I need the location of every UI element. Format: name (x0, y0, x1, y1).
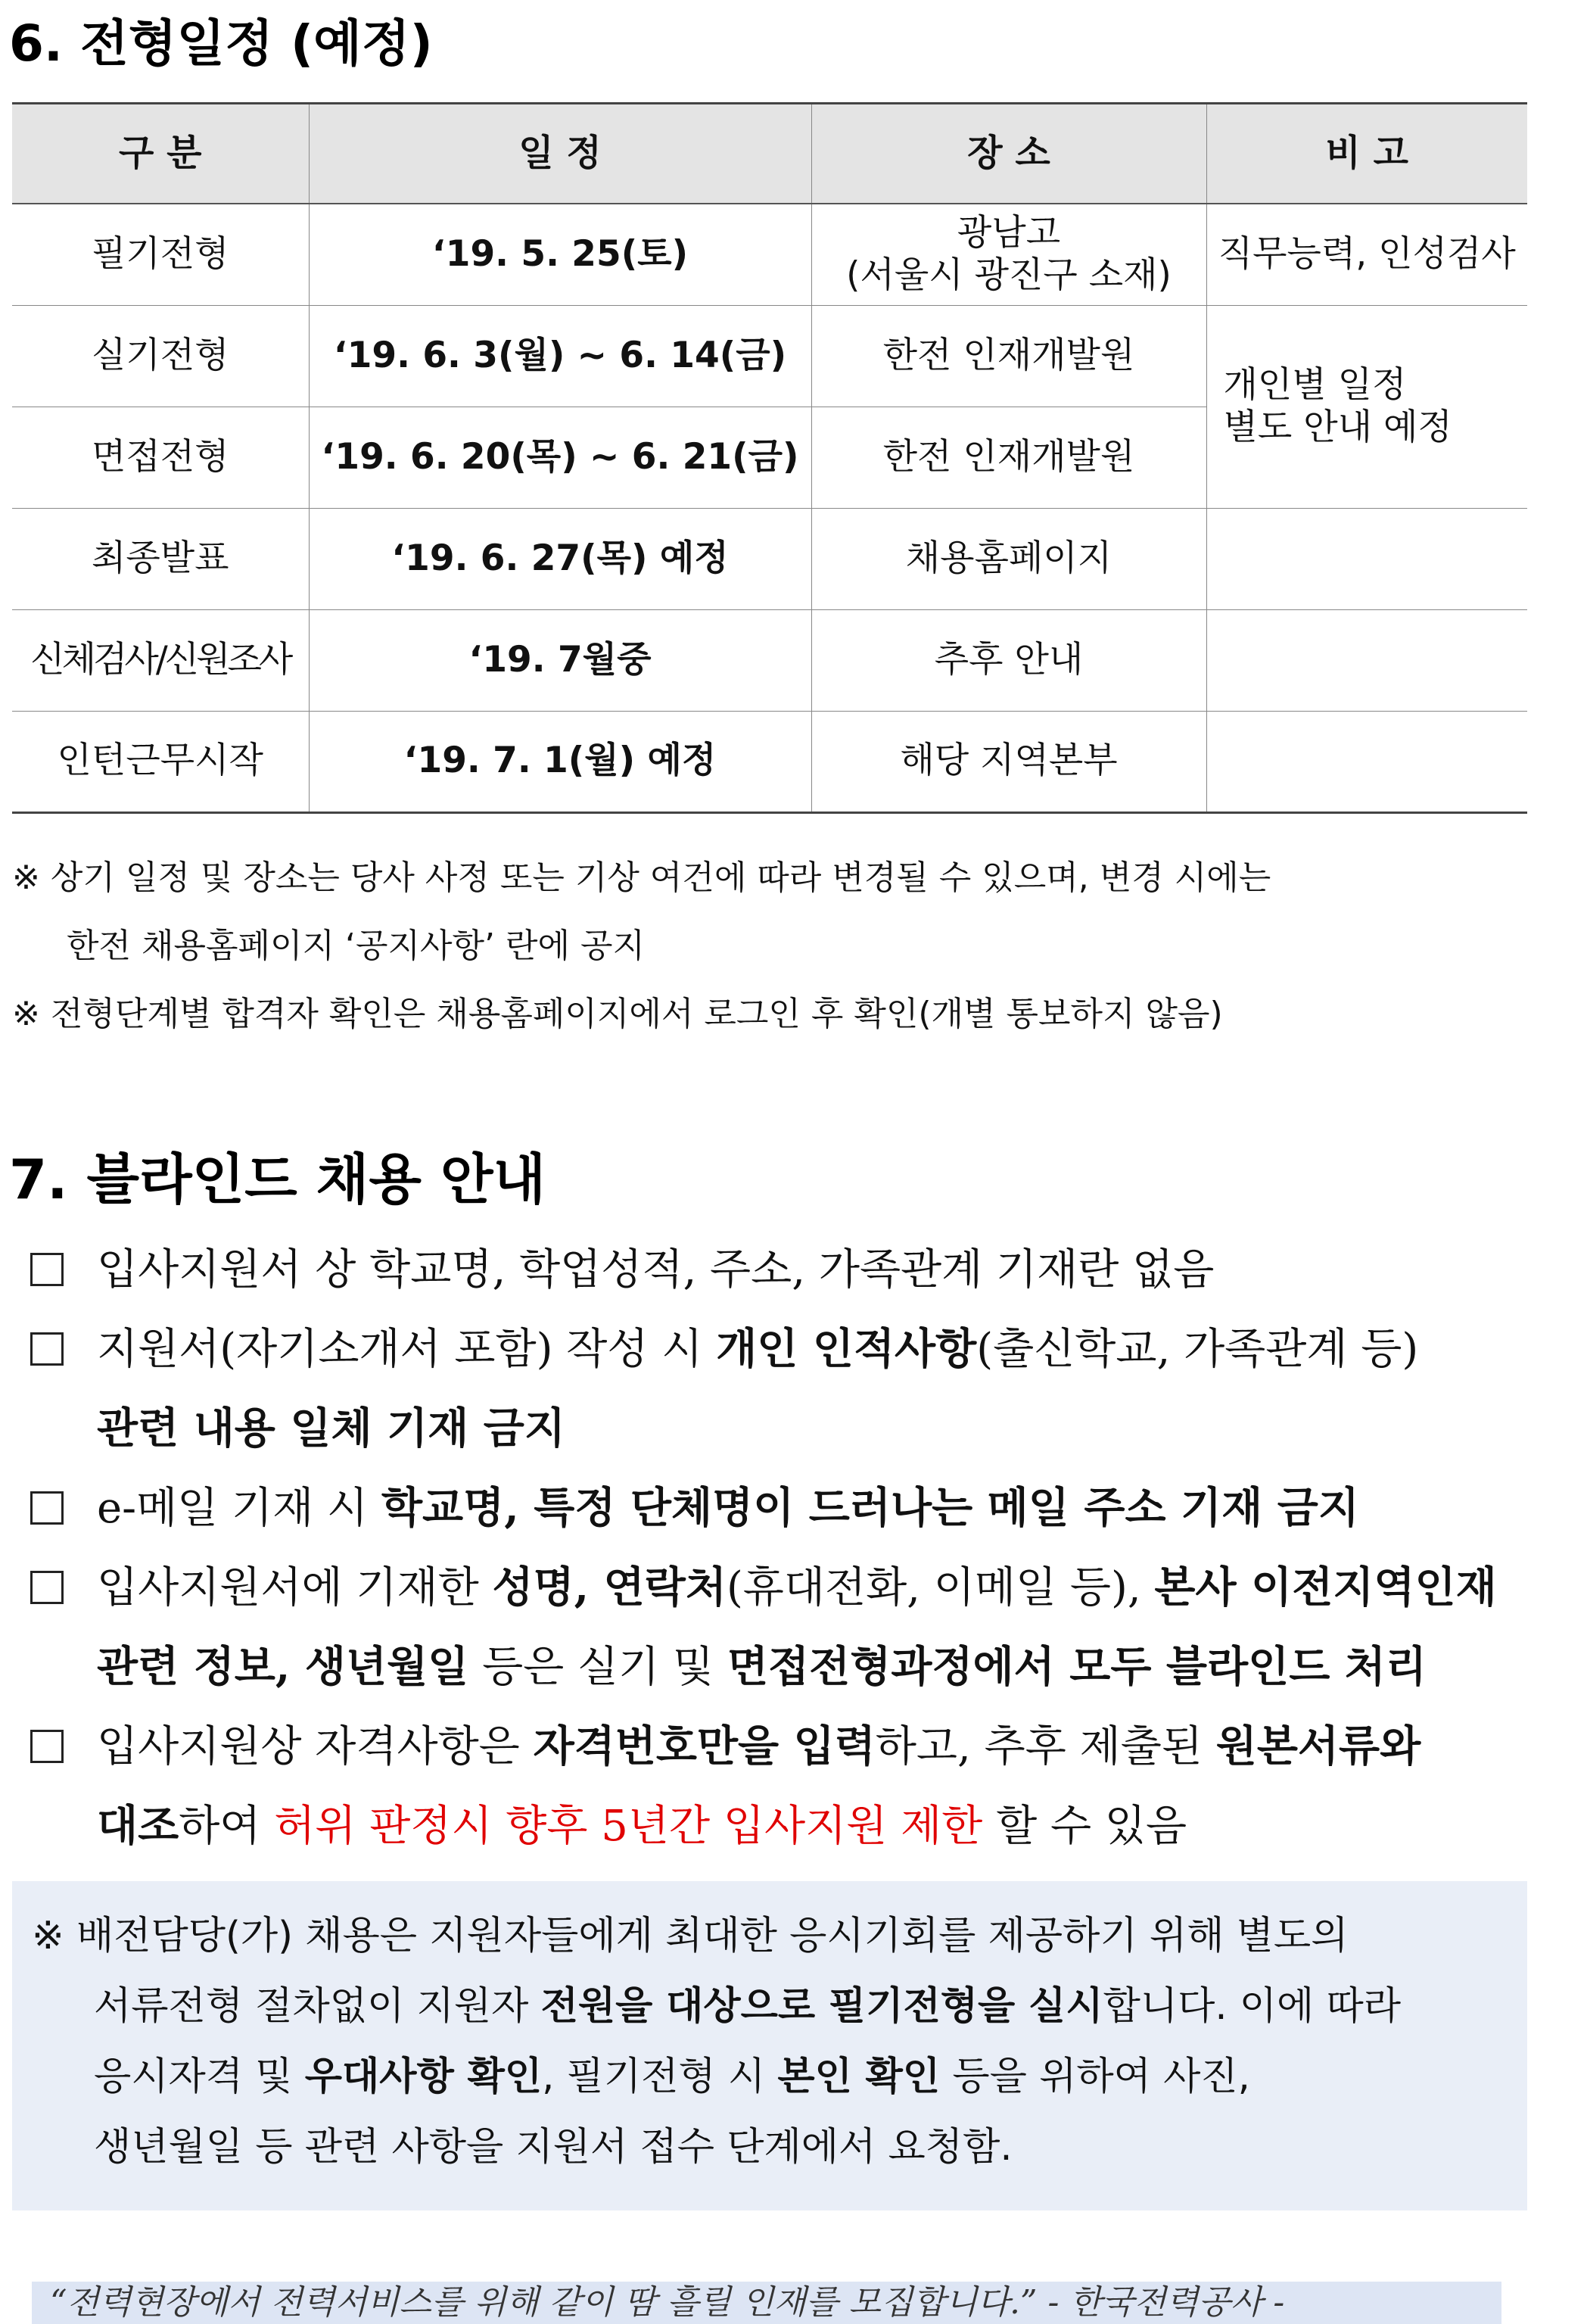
section-6-title: 6. 전형일정 (예정) (9, 14, 433, 73)
item-emphasis: 관련 내용 일체 기재 금지 (97, 1403, 565, 1453)
panel-line (32, 1971, 1508, 2042)
stage-cell: 실기전형 (12, 305, 309, 407)
header-schedule: 일 정 (309, 104, 811, 204)
date-cell: ‘19. 7월중 (309, 609, 811, 711)
list-item (30, 1707, 1529, 1866)
panel-text: 합니다. 이에 따라 (1103, 1984, 1402, 2029)
place-cell: 한전 인재개발원 (811, 305, 1206, 407)
item-text: e-메일 기재 시 (97, 1484, 381, 1533)
footer-slogan: “전력현장에서 전력서비스를 위해 같이 땀 흘릴 인재를 모집합니다.” - 한국전력공사 - (32, 2282, 1501, 2324)
note-line: ※ 상기 일정 및 장소는 당사 사정 또는 기상 여건에 따라 변경될 수 있으며, 변경 시에는 (12, 858, 1271, 897)
checkbox-square-icon (30, 1571, 64, 1604)
place-line: 광남고 (957, 211, 1061, 254)
item-emphasis: 성명, 연락처 (492, 1562, 727, 1612)
checkbox-square-icon (30, 1332, 64, 1366)
item-text: 입사지원상 자격사항은 (97, 1722, 534, 1771)
item-text: 할 수 있음 (982, 1802, 1187, 1851)
item-emphasis: 자격번호만을 입력 (533, 1721, 876, 1771)
place-cell: 한전 인재개발원 (811, 407, 1206, 508)
table-row (12, 508, 1527, 609)
item-text: 하여 (179, 1802, 275, 1851)
panel-text: 응시자격 및 (94, 2055, 305, 2099)
place-cell: 채용홈페이지 (811, 508, 1206, 609)
checkbox-square-icon (30, 1253, 64, 1286)
note-cell (1206, 609, 1527, 711)
item-text: 하고, 추후 제출된 (875, 1722, 1216, 1771)
blind-hiring-list (30, 1230, 1529, 1866)
panel-text: , 필기전형 시 (542, 2055, 778, 2099)
merged-note-line: 별도 안내 예정 (1223, 407, 1452, 448)
header-note: 비 고 (1206, 104, 1527, 204)
schedule-notes (12, 844, 1526, 1048)
stage-cell: 최종발표 (12, 508, 309, 609)
item-text: 지원서(자기소개서 포함) 작성 시 (97, 1325, 717, 1374)
merged-note-line: 개인별 일정 (1223, 363, 1407, 406)
panel-line: 생년월일 등 관련 사항을 지원서 접수 단계에서 요청함. (94, 2125, 1013, 2170)
table-row (12, 305, 1527, 407)
note-line: ※ 전형단계별 합격자 확인은 채용홈페이지에서 로그인 후 확인(개별 통보하지 않음) (12, 995, 1223, 1033)
checkbox-square-icon (30, 1730, 64, 1763)
date-cell: ‘19. 6. 3(월) ~ 6. 14(금) (309, 305, 811, 407)
list-item (30, 1548, 1529, 1707)
note-line: 한전 채용홈페이지 ‘공지사항’ 란에 공지 (67, 927, 645, 965)
item-text: (출신학교, 가족관계 등) (976, 1325, 1419, 1374)
stage-cell: 면접전형 (12, 407, 309, 508)
table-row (12, 204, 1527, 305)
notice-panel (12, 1881, 1527, 2210)
date-cell: ‘19. 6. 27(목) 예정 (309, 508, 811, 609)
panel-emphasis: 본인 확인 (777, 2055, 941, 2099)
date-cell: ‘19. 5. 25(토) (309, 204, 811, 305)
note-cell: 직무능력, 인성검사 (1206, 204, 1527, 305)
place-cell: 추후 안내 (811, 609, 1206, 711)
header-place: 장 소 (811, 104, 1206, 204)
item-emphasis: 개인 인적사항 (716, 1324, 977, 1374)
table-header-row (12, 104, 1527, 204)
panel-emphasis: 우대사항 확인 (304, 2055, 543, 2099)
item-emphasis: 본사 이전지역인재 (1154, 1562, 1497, 1612)
item-text: 입사지원서에 기재한 (97, 1563, 493, 1612)
panel-text: 서류전형 절차없이 지원자 (94, 1984, 541, 2029)
place-cell: 해당 지역본부 (811, 711, 1206, 812)
item-emphasis: 면접전형과정에서 모두 블라인드 처리 (727, 1642, 1427, 1692)
item-text: (휴대전화, 이메일 등), (726, 1563, 1155, 1612)
list-item (30, 1310, 1529, 1469)
panel-line: ※ 배전담당(가) 채용은 지원자들에게 최대한 응시기회를 제공하기 위해 별도의 (32, 1914, 1349, 1958)
list-item (30, 1230, 1529, 1310)
item-text: 등은 실기 및 (468, 1643, 727, 1692)
place-cell (811, 204, 1206, 305)
place-line: (서울시 광진구 소재) (846, 254, 1172, 297)
item-text: 입사지원서 상 학교명, 학업성적, 주소, 가족관계 기재란 없음 (97, 1245, 1215, 1294)
panel-line (32, 2042, 1508, 2112)
header-category: 구 분 (12, 104, 309, 204)
schedule-table (12, 102, 1527, 814)
stage-cell: 신체검사/신원조사 (12, 609, 309, 711)
date-cell: ‘19. 7. 1(월) 예정 (309, 711, 811, 812)
table-row (12, 711, 1527, 812)
note-cell (1206, 711, 1527, 812)
item-emphasis: 원본서류와 (1215, 1721, 1421, 1771)
merged-note-cell (1206, 305, 1527, 508)
checkbox-square-icon (30, 1491, 64, 1525)
item-emphasis: 대조 (97, 1801, 179, 1851)
item-emphasis: 학교명, 특정 단체명이 드러나는 메일 주소 기재 금지 (381, 1483, 1359, 1533)
table-row (12, 609, 1527, 711)
stage-cell: 인턴근무시작 (12, 711, 309, 812)
date-cell: ‘19. 6. 20(목) ~ 6. 21(금) (309, 407, 811, 508)
list-item (30, 1469, 1529, 1548)
stage-cell: 필기전형 (12, 204, 309, 305)
item-emphasis: 관련 정보, 생년월일 (97, 1642, 469, 1692)
panel-text: 등을 위하여 사진, (940, 2055, 1250, 2099)
section-7-title: 7. 블라인드 채용 안내 (9, 1148, 546, 1211)
panel-emphasis: 전원을 대상으로 필기전형을 실시 (540, 1984, 1103, 2029)
note-cell (1206, 508, 1527, 609)
item-warning: 허위 판정시 향후 5년간 입사지원 제한 (274, 1802, 983, 1851)
